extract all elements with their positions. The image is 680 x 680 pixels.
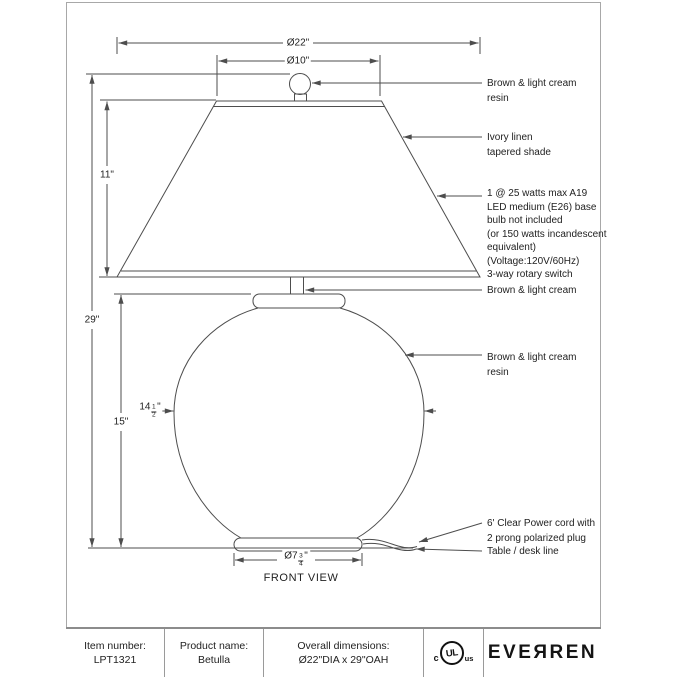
title-block-brand	[483, 629, 601, 677]
overall-dimensions-value: Ø22"DIA x 29"OAH	[298, 653, 389, 666]
title-block	[66, 627, 601, 677]
annotation-bulb-spec: 1 @ 25 watts max A19 LED medium (E26) base bulb not included (or 150 watts incandescent equivalent) (Voltage:120V/60Hz) 3-way rotary switch	[487, 188, 607, 280]
item-number-value: LPT1321	[93, 653, 137, 666]
annotation-body-material: Brown & light cream resin	[487, 351, 577, 378]
product-name-label: Product name:	[179, 639, 249, 652]
annotation-power-cord: 6' Clear Power cord with 2 prong polarized plug	[487, 517, 596, 544]
brand-logo: EVEЯREN	[487, 642, 598, 663]
item-number-label: Item number:	[84, 639, 146, 652]
title-block-overall-dimensions	[263, 629, 423, 677]
dim-shade-bottom-diameter: Ø22"	[286, 37, 310, 49]
front-view-label: FRONT VIEW	[263, 572, 339, 584]
product-name-value: Betulla	[197, 653, 231, 666]
annotation-shade-material: Ivory linen tapered shade	[487, 131, 551, 158]
dim-body-width: 14 $\frac{1}{2}$ "	[139, 401, 161, 418]
dim-shade-height: 11"	[100, 169, 114, 181]
dim-shade-top-diameter: Ø10"	[286, 55, 310, 67]
dim-overall-height: 29"	[84, 314, 100, 326]
overall-dimensions-label: Overall dimensions:	[297, 639, 390, 652]
title-block-item-number	[66, 629, 164, 677]
dim-body-height: 15"	[113, 416, 129, 428]
title-block-certification	[423, 629, 483, 677]
annotation-finial-material: Brown & light cream resin	[487, 77, 577, 104]
ul-certification-icon: c UL us	[434, 641, 474, 665]
annotation-neck-material: Brown & light cream	[487, 285, 577, 296]
annotation-table-line: Table / desk line	[487, 545, 559, 557]
dim-base-diameter: Ø7 $\frac{3}{4}$ "	[284, 550, 308, 567]
title-block-product-name	[164, 629, 263, 677]
